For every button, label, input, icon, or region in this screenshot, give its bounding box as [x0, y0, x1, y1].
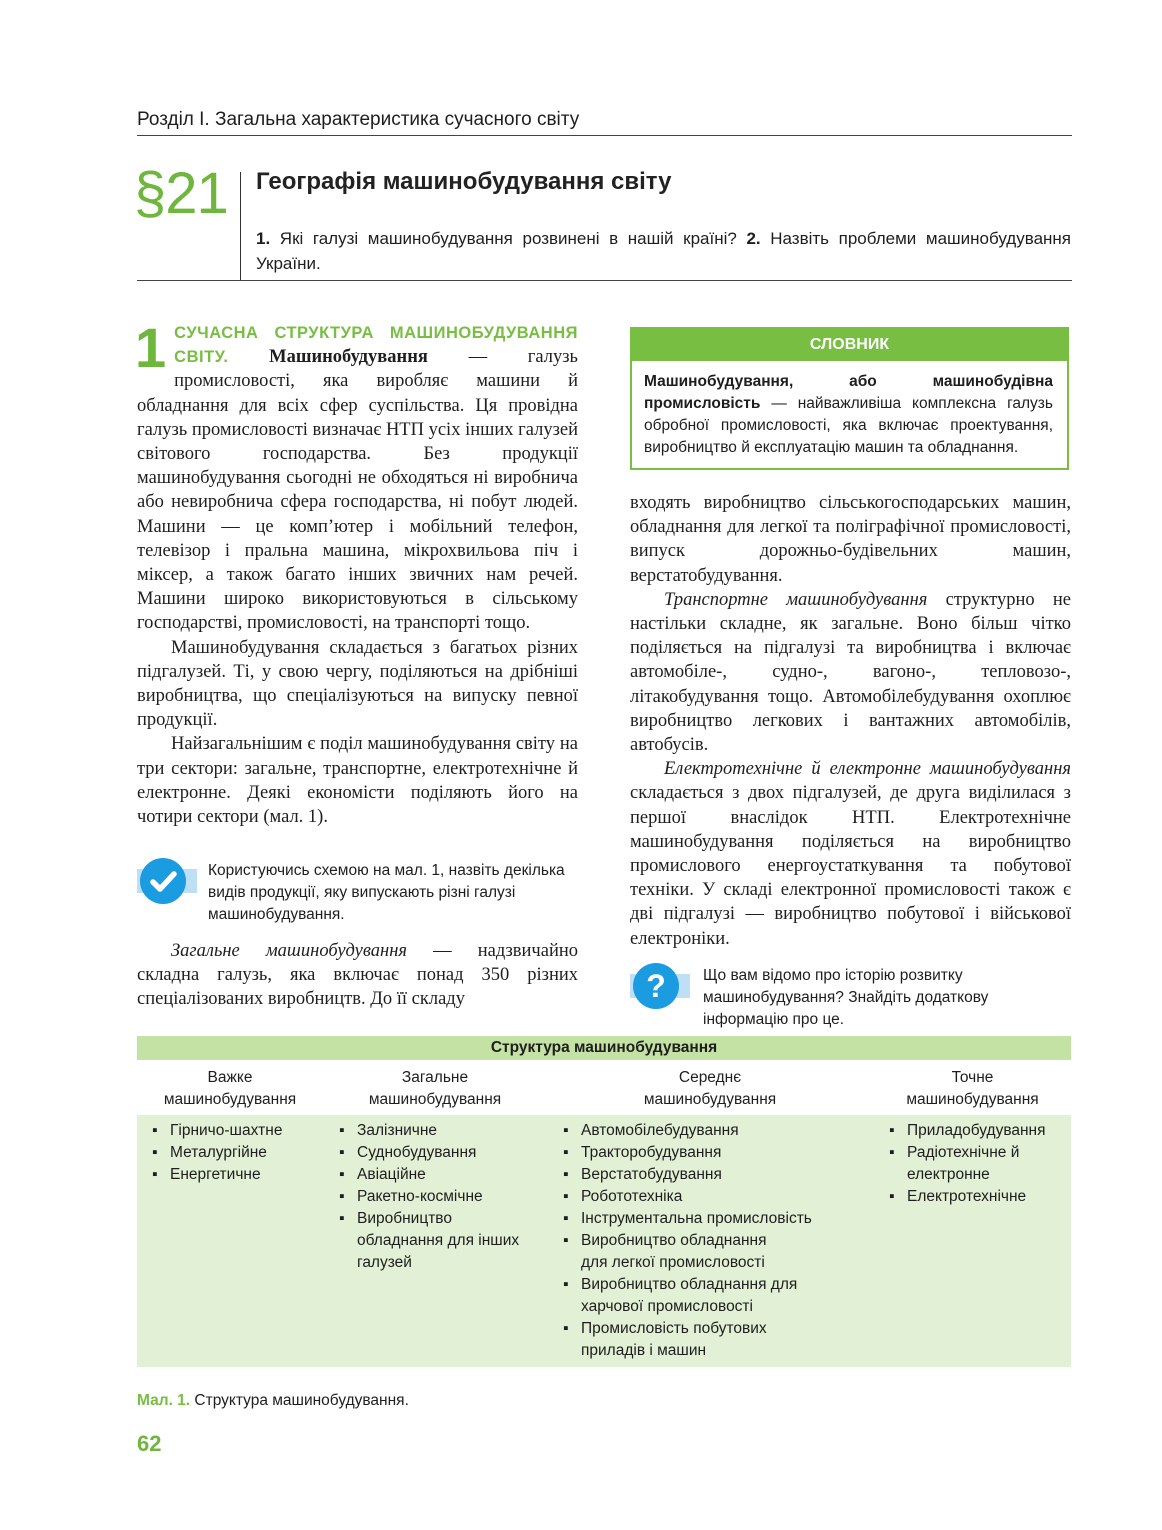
column-header-line2: машинобудування — [643, 1091, 777, 1108]
glossary-definition: — найважливіша комплексна галузь обробної промисловості, яка включає проектування, виробництво й експлуатацію машин та обладнання. — [644, 395, 1053, 456]
column-header-precision — [880, 1067, 1065, 1111]
list-item: ▪ Авіаційне — [337, 1164, 525, 1186]
right-column — [630, 491, 1071, 951]
figure-title: Структура машинобудування — [137, 1036, 1071, 1060]
caption-text: Структура машинобудування. — [190, 1392, 409, 1409]
question-text: Що вам відомо про історію розвитку машинобудування? Знайдіть додаткову інформацію про це. — [703, 967, 989, 1028]
column-header-medium — [562, 1067, 858, 1111]
medium-engineering-list — [561, 1120, 851, 1362]
column-header-heavy — [137, 1067, 323, 1111]
right-paragraph-1: входять виробництво сільськогосподарських машин, обладнання для легкої та поліграфічної промисловості, випуск дорожньо-будівельних машин, верстатобудування. — [630, 493, 1071, 586]
list-item: ▪ Виробництво обладнання для легкої промисловості — [561, 1230, 781, 1274]
electrical-engineering-term: Електротехнічне й електронне машинобудування — [664, 759, 1071, 780]
precision-engineering-list — [887, 1120, 1067, 1208]
list-item: ▪ Електротехнічне — [887, 1186, 1067, 1208]
section-paragraph-1: — галузь промисловості, яка виробляє машини й обладнання для всіх сфер суспільства. Ця провідна галузь промисловості визначає НТП усіх інших галузей світового господарства. Без продукції машинобудування сьогодні не обходяться ні виробнича або невиробнича сфера господарства, ні побут людей. Машини — це комп’ютер і мобільний телефон, телевізор і пральна машина, мікрохвильова піч і міксер, а також багато інших звичних нам речей. Машини широко використовуються в сільському господарстві, промисловості, на транспорті тощо. — [137, 347, 578, 634]
left-column-continued — [137, 939, 578, 1012]
header-rule — [137, 135, 1072, 136]
task-text: Користуючись схемою на мал. 1, назвіть декілька видів продукції, яку випускають різні галузі машинобудування. — [208, 862, 565, 923]
right-paragraph-3: складається з двох підгалузей, де друга виділилася з першої внаслідок НТП. Електротехнічне машинобудування поділяється на виробництво промислового енергоустаткування та побутової техніки. У складі електронної промисловості також є дві підгалузі — виробництво побутової і військової електроніки. — [630, 783, 1071, 949]
section-paragraph-2: Машинобудування складається з багатьох різних підгалузей. Ті, у свою чергу, поділяються на дрібніші виробництва, що спеціалізуються на випуску певної продукції. — [137, 637, 578, 731]
list-item: ▪ Робототехніка — [561, 1186, 851, 1208]
page-number: 62 — [137, 1431, 162, 1456]
list-item: ▪ Верстатобудування — [561, 1164, 851, 1186]
section-number: 1 — [135, 316, 167, 379]
column-header-line1: Середнє — [678, 1069, 742, 1086]
list-item: ▪ Виробництво обладнання для інших галузей — [337, 1208, 525, 1274]
list-item: ▪ Радіотехнічне й електронне — [887, 1142, 1027, 1186]
column-header-line2: машинобудування — [906, 1091, 1039, 1108]
intro-questions — [256, 226, 1071, 276]
section-term: Машинобудування — [269, 347, 428, 368]
general-engineering-term: Загальне машинобудування — [171, 941, 407, 961]
question-2: Назвіть проблеми машинобудування України. — [256, 229, 1072, 273]
list-item: ▪ Автомобілебудування — [561, 1120, 851, 1142]
question-2-number: 2. — [746, 229, 761, 248]
glossary-body — [632, 361, 1067, 459]
title-divider — [240, 172, 241, 280]
transport-engineering-term: Транспортне машинобудування — [664, 589, 928, 610]
page-title: Географія машинобудування світу — [256, 168, 672, 195]
list-item: ▪ Металургійне — [150, 1142, 330, 1164]
list-item: ▪ Гірничо-шахтне — [150, 1120, 330, 1142]
general-engineering-list — [337, 1120, 525, 1274]
list-item: ▪ Промисловість побутових приладів і машин — [561, 1318, 796, 1362]
glossary-term: Машинобудування, або машинобудівна промисловість — [644, 373, 1053, 412]
glossary-title: СЛОВНИК — [632, 329, 1067, 361]
running-header: Розділ І. Загальна характеристика сучасного світу — [137, 109, 580, 130]
column-header-general — [340, 1067, 530, 1111]
figure-caption — [137, 1392, 409, 1410]
section-heading: СУЧАСНА СТРУКТУРА МАШИНОБУДУВАННЯ СВІТУ. — [174, 324, 578, 367]
list-item: ▪ Тракторобудування — [561, 1142, 851, 1164]
list-item: ▪ Залізничне — [337, 1120, 525, 1142]
question-icon — [630, 963, 694, 1009]
caption-label: Мал. 1. — [137, 1392, 191, 1409]
list-item: ▪ Енергетичне — [150, 1164, 330, 1186]
check-icon — [137, 858, 201, 904]
title-rule — [137, 280, 1072, 281]
list-item: ▪ Приладобудування — [887, 1120, 1067, 1142]
column-header-line2: машинобудування — [163, 1091, 297, 1108]
list-item: ▪ Виробництво обладнання для харчової промисловості — [561, 1274, 821, 1318]
list-item: ▪ Суднобудування — [337, 1142, 525, 1164]
heavy-engineering-list — [150, 1120, 330, 1186]
column-header-line1: Точне — [951, 1069, 994, 1086]
column-header-line1: Загальне — [401, 1069, 469, 1086]
paragraph-number: §21 — [134, 161, 228, 226]
question-1-number: 1. — [256, 229, 271, 248]
glossary-box — [630, 327, 1069, 470]
svg-text:?: ? — [646, 968, 666, 1004]
list-item: ▪ Ракетно-космічне — [337, 1186, 525, 1208]
question-1: Які галузі машинобудування розвинені в нашій країні? — [270, 229, 747, 248]
section-paragraph-3: Найзагальнішим є поділ машинобудування світу на три сектори: загальне, транспортне, електротехнічне й електронне. Деякі економісти поділяють його на чотири сектори (мал. 1). — [137, 734, 578, 828]
right-paragraph-2: структурно не настільки складне, як загальне. Воно більш чітко поділяється на підгалузі та виробництва і включає автомобіле-, судно-, вагоно-, тепловозо-, літакобудування тощо. Автомобілебудування охоплює виробництво легкових і вантажних автомобілів, автобусів. — [630, 589, 1071, 756]
section-paragraph-4: — надзвичайно складна галузь, яка включає понад 350 різних спеціалізованих виробництв. До її складу — [137, 941, 578, 1010]
left-column — [135, 316, 578, 829]
column-header-line2: машинобудування — [368, 1091, 502, 1108]
list-item: ▪ Інструментальна промисловість — [561, 1208, 851, 1230]
column-header-line1: Важке — [207, 1069, 253, 1086]
